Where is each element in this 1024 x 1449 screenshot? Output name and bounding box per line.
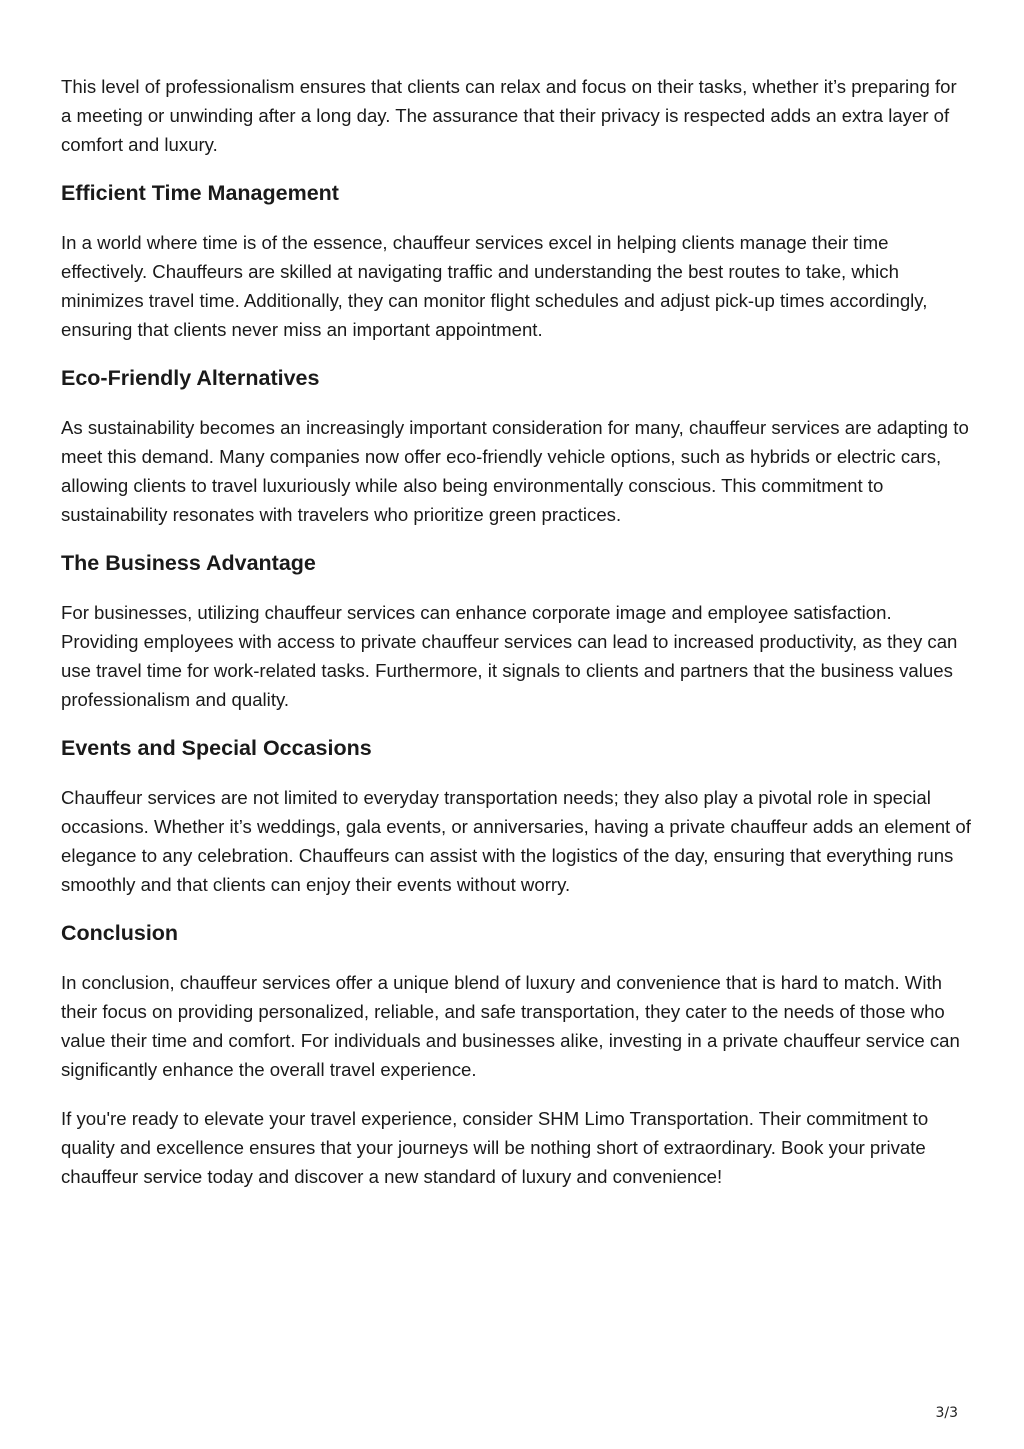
section-heading-eco-friendly-alternatives: Eco-Friendly Alternatives: [61, 366, 320, 390]
section-heading-efficient-time-management: Efficient Time Management: [61, 181, 339, 205]
section-paragraph: For businesses, utilizing chauffeur services can enhance corporate image and employee satisfaction. Providing employees with access to private chauffeur services can lead to increased productivity, as they can use travel time for work-related tasks. Furthermore, it signals to clients and partners that the business values professionalism and quality.: [61, 602, 958, 710]
section-heading-events-special-occasions: Events and Special Occasions: [61, 736, 372, 760]
page-number: 3/3: [935, 1405, 958, 1421]
section-paragraph: In conclusion, chauffeur services offer a unique blend of luxury and convenience that is hard to match. With their focus on providing personalized, reliable, and safe transportation, they cater to the needs of those who value their time and comfort. For individuals and businesses alike, investing in a private chauffeur service can significantly enhance the overall travel experience.: [61, 972, 960, 1080]
section-heading-conclusion: Conclusion: [61, 921, 179, 945]
intro-paragraph: This level of professionalism ensures that clients can relax and focus on their tasks, whether it’s preparing for a meeting or unwinding after a long day. The assurance that their privacy is respected adds an extra layer of comfort and luxury.: [61, 76, 957, 155]
closing-paragraph: If you're ready to elevate your travel experience, consider SHM Limo Transportation. Their commitment to quality and excellence ensures that your journeys will be nothing short of extraordinary. Book your private chauffeur service today and discover a new standard of luxury and convenience!: [61, 1108, 929, 1187]
section-heading-business-advantage: The Business Advantage: [61, 551, 316, 575]
section-paragraph: As sustainability becomes an increasingly important consideration for many, chauffeur services are adapting to meet this demand. Many companies now offer eco-friendly vehicle options, such as hybrids or electric cars, allowing clients to travel luxuriously while also being environmentally conscious. This commitment to sustainability resonates with travelers who prioritize green practices.: [61, 417, 969, 525]
section-paragraph: Chauffeur services are not limited to everyday transportation needs; they also play a pivotal role in special occasions. Whether it’s weddings, gala events, or anniversaries, having a private chauffeur adds an element of elegance to any celebration. Chauffeurs can assist with the logistics of the day, ensuring that everything runs smoothly and that clients can enjoy their events without worry.: [61, 787, 971, 895]
section-paragraph: In a world where time is of the essence, chauffeur services excel in helping clients manage their time effectively. Chauffeurs are skilled at navigating traffic and understanding the best routes to take, which minimizes travel time. Additionally, they can monitor flight schedules and adjust pick-up times accordingly, ensuring that clients never miss an important appointment.: [61, 232, 928, 340]
document-body: [61, 72, 971, 1211]
